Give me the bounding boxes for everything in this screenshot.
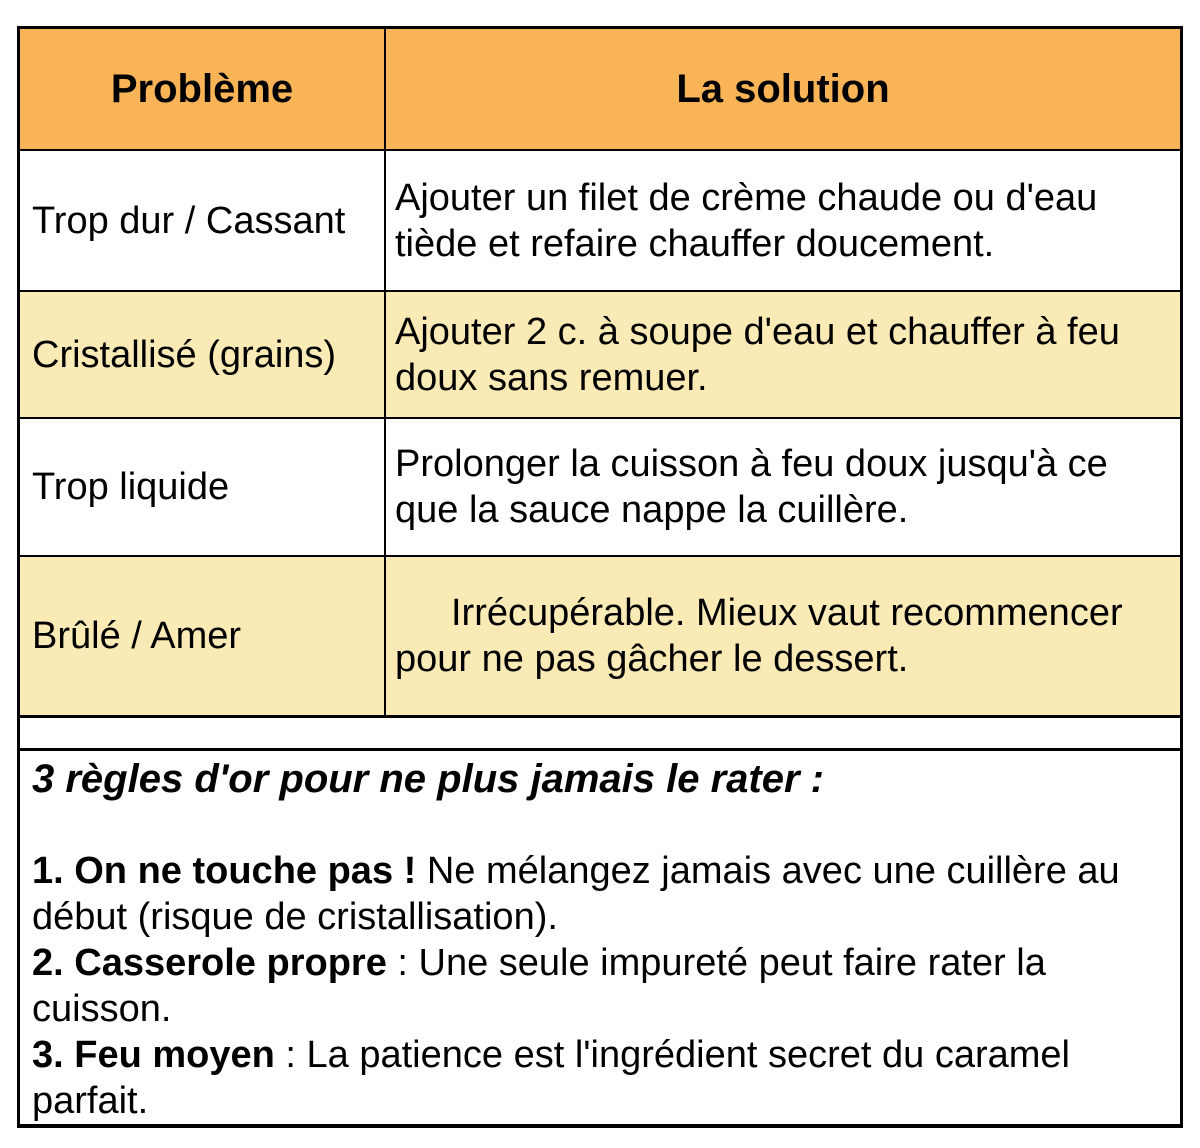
rule-2-lead: 2. Casserole propre	[32, 942, 387, 984]
column-header-probleme-label: Problème	[110, 67, 294, 111]
rule-3-lead: 3. Feu moyen	[32, 1034, 275, 1076]
golden-rules-title: 3 règles d'or pour ne plus jamais le rater :	[32, 757, 824, 801]
problem-label: Trop liquide	[32, 466, 230, 508]
golden-rule-3	[32, 1032, 1166, 1124]
problem-label: Trop dur / Cassant	[32, 199, 346, 242]
rule-2-text-line2: cuisson.	[32, 988, 172, 1030]
solution-text: Ajouter 2 c. à soupe d'eau et chauffer à feu doux sans remuer.	[395, 310, 1120, 399]
solution-text: Ajouter un filet de crème chaude ou d'eau tiède et refaire chauffer doucement.	[395, 176, 1098, 265]
problem-label: Cristallisé (grains)	[32, 333, 337, 376]
card-frame	[17, 26, 1183, 1128]
rule-2-text: : Une seule impureté peut faire rater la	[386, 942, 1046, 984]
column-header-solution	[386, 29, 1180, 151]
problems-solutions-table	[20, 29, 1180, 718]
problem-cell-cristallise	[20, 292, 386, 419]
solution-cell-cristallise	[386, 292, 1180, 419]
solution-text: Irrécupérable. Mieux vaut recommencer pour ne pas gâcher le dessert.	[395, 592, 1123, 680]
spacer-row	[20, 718, 1180, 748]
rule-3-text: : La patience est l'ingrédient secret du caramel	[274, 1034, 1070, 1076]
rule-3-text-line2: parfait.	[32, 1080, 149, 1122]
solution-cell-trop-dur	[386, 151, 1180, 292]
solution-cell-trop-liquide	[386, 419, 1180, 557]
golden-rule-1	[32, 848, 1166, 940]
solution-cell-brule	[386, 557, 1180, 718]
problem-cell-trop-dur	[20, 151, 386, 292]
problem-label: Brûlé / Amer	[32, 615, 242, 657]
golden-rule-2	[32, 940, 1166, 1032]
solution-text: Prolonger la cuisson à feu doux jusqu'à ce que la sauce nappe la cuillère.	[395, 443, 1108, 531]
problem-cell-brule	[20, 557, 386, 718]
rule-1-text-line2: début (risque de cristallisation).	[32, 896, 558, 938]
rule-1-lead: 1. On ne touche pas !	[32, 850, 417, 892]
problem-cell-trop-liquide	[20, 419, 386, 557]
column-header-solution-label: La solution	[676, 67, 890, 111]
column-header-probleme	[20, 29, 386, 151]
rule-1-text: Ne mélangez jamais avec une cuillère au	[416, 850, 1120, 892]
golden-rules-section	[20, 748, 1180, 1124]
